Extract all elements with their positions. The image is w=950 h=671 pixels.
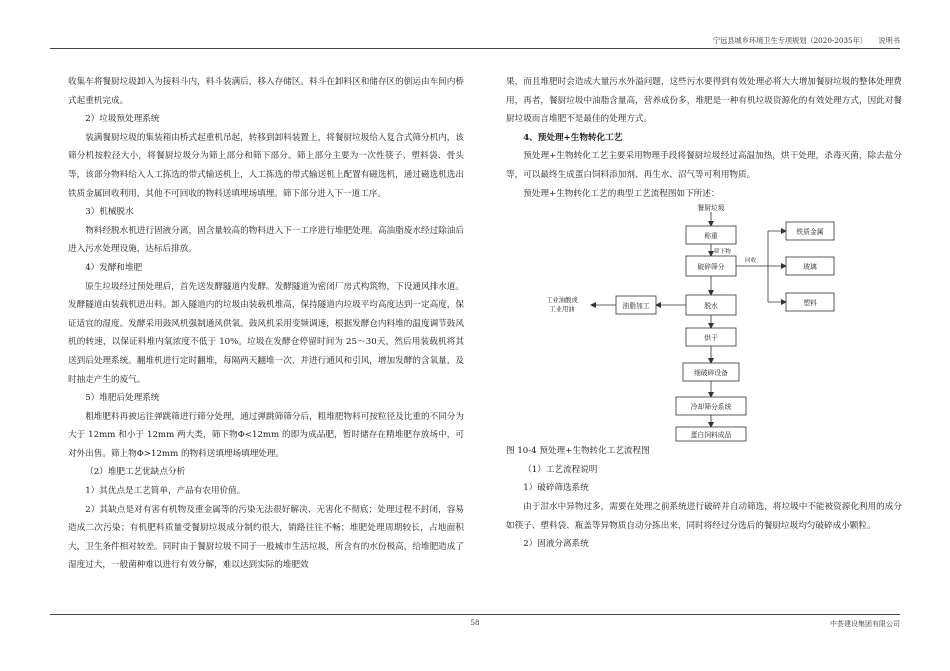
right-para-3: 预处理+生物转化工艺的典型工艺流程图如下所述： [523,188,720,199]
left-column [68,73,464,575]
page-header [713,36,900,46]
flow-step-label: 蛋白饲料成品 [690,431,732,440]
flow-step-label: 细破碎设备 [694,369,728,378]
footer-company: 中荟建设集团有限公司 [830,620,900,628]
page-number: 58 [470,619,480,627]
flow-output-label: 塑料 [803,299,817,308]
left-para-3: 3）机械脱水 [85,207,134,218]
right-para-5: 1）破碎筛选系统 [523,483,589,494]
flow-step-label: 冷却筛分系统 [690,403,732,412]
flow-oil-label: 油脂加工 [622,302,650,311]
header-rule [50,48,900,49]
right-para-6: 由于泔水中异物过多，需要在处理之前系统进行破碎并自动筛选，将垃圾中不能被资源化利用的成分如筷子、塑料袋、瓶盖等异物质自动分拣出来，同时将经过分选后的餐厨垃圾均匀破碎成小颗粒。 [506,501,902,531]
left-para-7: 5）堆肥后处理系统 [85,393,160,404]
left-para-10: 1）其优点是工艺简单，产品有农用价值。 [85,486,246,497]
left-para-5: 4）发酵和堆肥 [85,262,143,273]
flow-recycle-label: 回收 [745,258,757,265]
flow-oil-output-line2: 工业用油 [549,306,575,314]
flow-screen-under-label: 筛下物 [714,249,731,256]
flow-step-label: 称重 [704,232,718,241]
left-para-2: 装满餐厨垃圾的集装箱由桥式起重机吊起，转移到卸料装置上，将餐厨垃圾给入复合式筛分机内，该筛分机按粒径大小，将餐厨垃圾分为筛上部分和筛下部分。筛上部分主要为一次性筷子、塑料袋、骨头等，该部分物料给入人工拣选的带式输送机上，人工拣选的带式输送机上配置有磁选机，通过磁选机选出铁质金属回收利用，其他不可回收的物料送填埋场填埋。筛下部分进入下一道工序。 [68,132,464,199]
flow-step-label: 脱水 [704,302,718,311]
left-para-6: 原生垃圾经过预处理后，首先送发酵隧道内发酵。发酵隧道为密闭厂房式构筑物，下设通风排水道。发酵隧道由装载机进出料。卸入隧道内的垃圾由装载机堆高，保持隧道内垃圾平均高度达到一定高度，保证适宜的湿度。发酵采用鼓风机强制通风供氧。鼓风机采用变频调速，根据发酵仓内料堆的温度调节鼓风机的转速，以保证料堆内氧浓度不低于 10%。垃圾在发酵仓停留时间为 25～30天，然后用装载机将其送到后处理系统。翻堆机进行定时翻堆，每隔两天翻堆一次，并进行通风和引风，增加发酵的含氧量，及时抽走产生的废气。 [68,281,464,385]
header-section: 说明书 [878,36,900,45]
right-para-7: 2）固液分离系统 [523,539,589,550]
right-para-4: （1）工艺流程说明 [523,464,598,475]
process-flowchart [506,203,902,442]
right-column [506,73,902,554]
left-para-1: 2）垃圾预处理系统 [85,114,160,125]
header-title: 宁远县城乡环境卫生专项规划（2020-2035年） [712,36,867,45]
left-para-8: 粗堆肥料再被运往弹跳筛进行筛分处理，通过弹跳筛筛分后，粗堆肥物料可按粒径及比重的不同分为大于 12mm 和小于 12mm 两大类，筛下物Φ<12mm 的即为成品肥，暂时储存在精堆肥存放场中，可对外出售。筛上物Φ>12mm 的物料送填埋场填埋处理。 [68,411,464,459]
right-para-2: 预处理+生物转化工艺主要采用物理手段将餐厨垃圾经过高温加热，烘干处理，杀毒灭菌，除去盐分等，可以最终生成蛋白饲料添加剂、再生水、沼气等可利用物质。 [506,151,902,180]
left-para-0: 收集车将餐厨垃圾卸入为接料斗内，料斗装满后，移入存储区。料斗在卸料区和储存区的倒运由车间内桥式起重机完成。 [68,77,464,106]
flow-step-label: 破碎筛分 [697,263,725,272]
flow-output-label: 玻璃 [803,263,817,272]
flow-step-label: 烘干 [704,334,718,343]
footer-rule [50,614,900,615]
left-para-4: 物料经脱水机进行固液分离，固含量较高的物料进入下一工序进行堆肥处理。高油脂废水经过除油后进入污水处理设施，达标后排放。 [68,225,464,255]
section-heading: 4、预处理+生物转化工艺 [523,132,623,143]
flow-input-label: 餐厨垃圾 [697,204,725,213]
figure-caption: 图 10-4 预处理+生物转化工艺流程图 [506,446,650,457]
left-para-9: （2）堆肥工艺优缺点分析 [85,467,186,478]
right-para-0: 果，而且堆肥时会造成大量污水外溢问题，这些污水要得到有效处理必将大大增加餐厨垃圾的整体处理费用，再者，餐厨垃圾中油脂含量高，营养成份多，堆肥是一种有机垃圾资源化的有效处理方式，因此对餐厨垃圾而言堆肥不是最佳的处理方式。 [506,77,902,125]
flowchart-svg [506,203,902,442]
flow-oil-output-line1: 工业油酸或 [546,297,578,305]
left-para-11: 2）其缺点是对有害有机物及重金属等的污染无法很好解决、无害化不彻底；处理过程不封闭，容易造成二次污染；有机肥料质量受餐厨垃圾成分制约很大，销路往往不畅；堆肥处理周期较长，占地面积大，卫生条件相对较差。同时由于餐厨垃圾不同于一般城市生活垃圾，所含有的水份极高，给堆肥造成了湿度过大，一般菌种难以进行有效分解，难以达到实际的堆肥效 [68,504,464,571]
flow-output-label: 铁质金属 [796,228,824,237]
